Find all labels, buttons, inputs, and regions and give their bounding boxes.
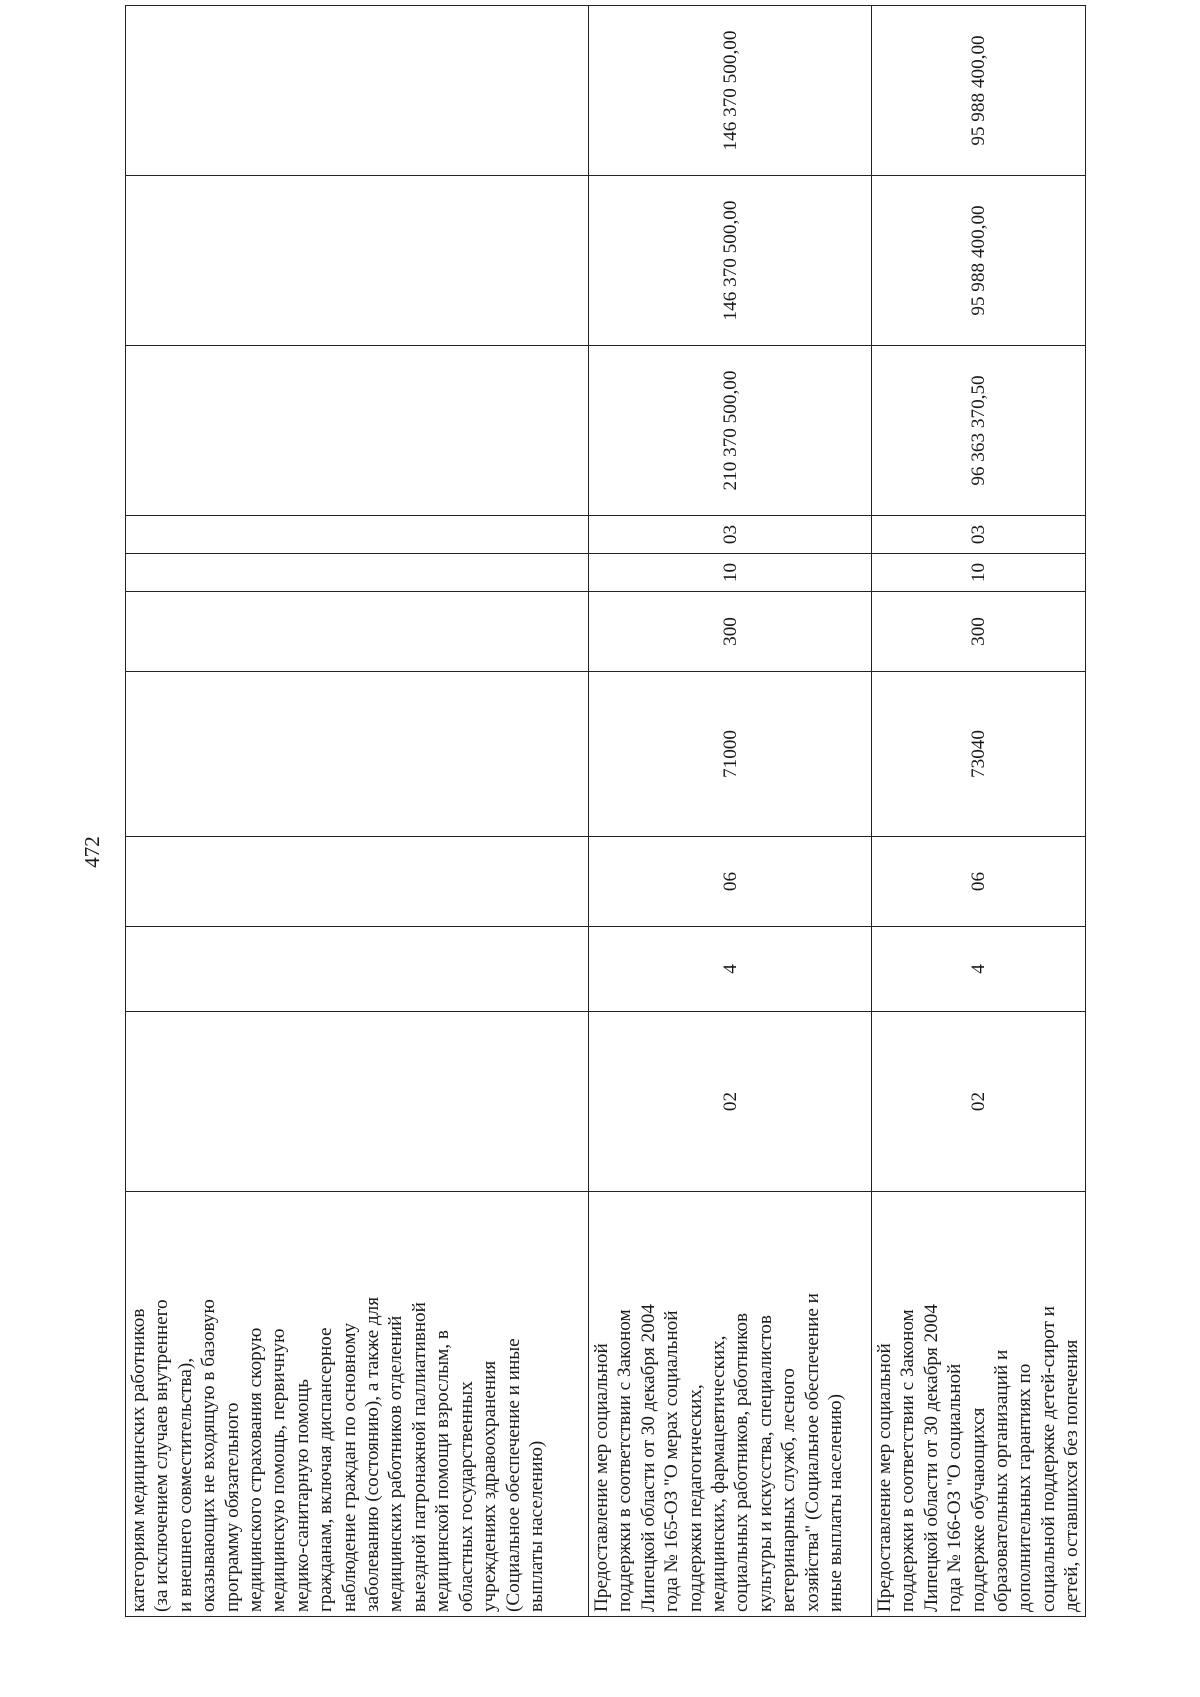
row-name-line: Предоставление мер социальной xyxy=(591,1343,612,1612)
row-name-line: медицинской помощи взрослым, в xyxy=(432,1330,454,1612)
row-name-line: областных государственных xyxy=(455,1381,477,1612)
row-name-line: заболеванию (состоянию), а также для xyxy=(362,1296,384,1612)
row-name-line: поддержки педагогических, xyxy=(684,1384,706,1612)
row-name-line: поддержки в соответствии с Законом xyxy=(897,1309,919,1612)
cell-c1: 02 xyxy=(589,1012,872,1192)
cell-c4 xyxy=(126,672,589,837)
row-name-line: медицинских работников отделений xyxy=(385,1315,407,1612)
cell-c5: 300 xyxy=(872,592,1086,672)
cell-v2: 146 370 500,00 xyxy=(589,176,872,346)
row-name-line: учреждениях здравоохранения xyxy=(479,1360,501,1612)
row-name-line: социальной поддержке детей-сирот и xyxy=(1037,1306,1059,1612)
row-name-line: медико-санитарную помощь xyxy=(291,1378,313,1612)
row-name-line: и внешнего совместительства), xyxy=(174,1357,196,1612)
row-name-line: Предоставление мер социальной xyxy=(874,1343,895,1612)
cell-c4: 73040 xyxy=(872,672,1086,837)
table-row xyxy=(589,6,872,1617)
row-name-line: медицинского страхования скорую xyxy=(245,1327,267,1612)
row-name-line: иные выплаты населению) xyxy=(825,1393,847,1612)
row-name-line: (за исключением случаев внутреннего xyxy=(151,1299,173,1612)
cell-c7: 03 xyxy=(589,516,872,554)
row-name-line: медицинскую помощь, первичную xyxy=(268,1328,290,1612)
cell-c6: 10 xyxy=(872,554,1086,592)
row-name-cell xyxy=(589,1192,872,1617)
cell-c2 xyxy=(126,927,589,1012)
cell-c2: 4 xyxy=(872,927,1086,1012)
page-number: 472 xyxy=(80,836,104,868)
cell-c2: 4 xyxy=(589,927,872,1012)
cell-v1 xyxy=(126,346,589,516)
row-name-line: выездной патронажной паллиативной xyxy=(408,1302,430,1612)
cell-c5 xyxy=(126,592,589,672)
row-name-line: года № 166-ОЗ "О социальной xyxy=(944,1363,966,1612)
row-name-line: образовательных организаций и xyxy=(991,1349,1013,1612)
table-row xyxy=(872,6,1086,1617)
cell-v3 xyxy=(126,6,589,176)
cell-c6: 10 xyxy=(589,554,872,592)
row-name-line: Липецкой области от 30 декабря 2004 xyxy=(637,1304,659,1612)
cell-c7: 03 xyxy=(872,516,1086,554)
row-name-line: детей, оставшихся без попечения xyxy=(1061,1339,1083,1612)
cell-c1: 02 xyxy=(872,1012,1086,1192)
cell-c3: 06 xyxy=(589,837,872,927)
row-name-line: дополнительных гарантиях по xyxy=(1014,1363,1036,1612)
cell-v1: 96 363 370,50 xyxy=(872,346,1086,516)
table-row xyxy=(126,6,589,1617)
cell-c1 xyxy=(126,1012,589,1192)
row-name-line: поддержки в соответствии с Законом xyxy=(614,1309,636,1612)
row-name-line: гражданам, включая диспансерное xyxy=(315,1327,337,1612)
cell-v2: 95 988 400,00 xyxy=(872,176,1086,346)
budget-table xyxy=(125,5,1086,1617)
cell-c3 xyxy=(126,837,589,927)
row-name-line: поддержке обучающихся xyxy=(967,1407,989,1612)
row-name-line: Липецкой области от 30 декабря 2004 xyxy=(920,1304,942,1612)
cell-v3: 146 370 500,00 xyxy=(589,6,872,176)
cell-v1: 210 370 500,00 xyxy=(589,346,872,516)
row-name-line: социальных работников, работников xyxy=(731,1312,753,1612)
cell-c6 xyxy=(126,554,589,592)
row-name-line: выплаты населению) xyxy=(525,1440,547,1612)
cell-v3: 95 988 400,00 xyxy=(872,6,1086,176)
cell-c3: 06 xyxy=(872,837,1086,927)
cell-c5: 300 xyxy=(589,592,872,672)
cell-c7 xyxy=(126,516,589,554)
cell-v2 xyxy=(126,176,589,346)
row-name-line: ветеринарных служб, лесного xyxy=(778,1368,800,1612)
row-name-line: хозяйства" (Социальное обеспечение и xyxy=(801,1293,823,1612)
row-name-line: наблюдение граждан по основному xyxy=(338,1322,360,1612)
row-name-line: программу обязательного xyxy=(221,1402,243,1612)
row-name-line: медицинских, фармацевтических, xyxy=(708,1335,730,1612)
cell-c4: 71000 xyxy=(589,672,872,837)
row-name-line: категориям медицинских работников xyxy=(128,1308,149,1612)
row-name-line: культуры и искусства, специалистов xyxy=(754,1315,776,1612)
row-name-line: (Социальное обеспечение и иные xyxy=(502,1338,524,1612)
row-name-line: оказывающих не входящую в базовую xyxy=(198,1299,220,1612)
row-name-line: года № 165-ОЗ "О мерах социальной xyxy=(661,1310,683,1612)
row-name-cell xyxy=(126,1192,589,1617)
row-name-cell xyxy=(872,1192,1086,1617)
